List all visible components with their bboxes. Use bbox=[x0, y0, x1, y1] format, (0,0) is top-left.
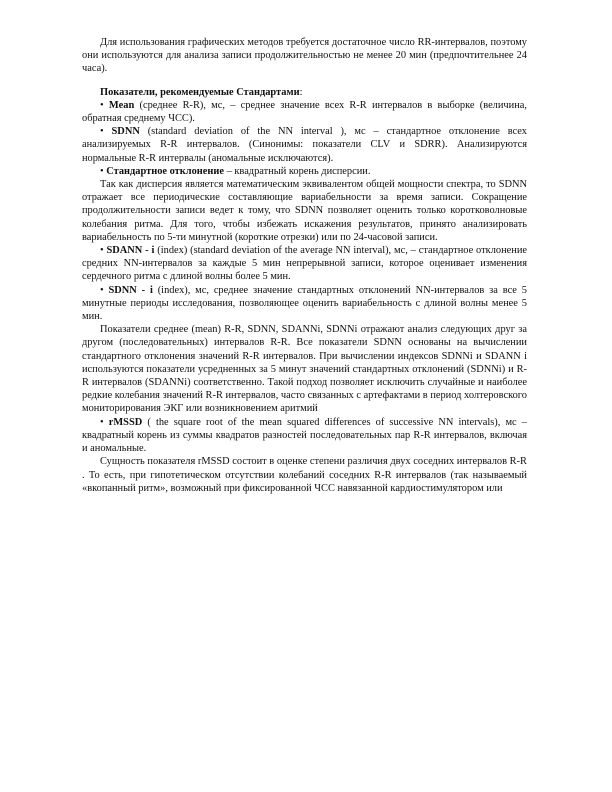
sdnn-description: (standard deviation of the NN interval ), мс – стандартное отклонение всех анализируемых R-R интервалов. (Синонимы: показатели CLV и SDRR). Анализируются нормальные R-R интервалы (аномальные исключаются). bbox=[82, 126, 527, 164]
dispersion-paragraph: Так как дисперсия является математическим эквивалентом общей мощности спектра, то SDNN отражает все периодические составляющие вариабельности за время записи. Сокращение продолжительности записи ведет к тому, что SDNN позволяет оценить только коротковолновые колебания ритма. Для того, чтобы избежать искажения результатов, принято анализировать вариабельность по 5-ти минутной (короткие отрезки) или по 24-часовой записи. bbox=[82, 179, 527, 243]
sdann-item bbox=[82, 244, 527, 284]
indices-paragraph: Показатели среднее (mean) R-R, SDNN, SDANNi, SDNNi отражают анализ следующих друг за другом (последовательных) интервалов R-R. Все показатели SDNN основаны на вычислении стандартного отклонения значений R-R интервалов. При вычислении индексов SDNNi и SDANN i используются показатели усредненных за 5 минут значений стандартных отклонений (SDNNi) и R-R интервалов (SDANNi) соответственно. Такой подход позволяет исключить случайные и наиболее редкие колебания значений R-R интервалов, часто связанных с артефактами в период холтеровского мониторирования ЭКГ или возникновением аритмий bbox=[82, 324, 527, 415]
bullet-mark: • bbox=[100, 126, 112, 138]
paragraph-gap bbox=[82, 76, 527, 86]
sdnni-item bbox=[82, 284, 527, 324]
document-page bbox=[82, 36, 527, 495]
sdnni-term: SDNN - i bbox=[108, 284, 153, 296]
intro-paragraph: Для использования графических методов требуется достаточное число RR-интервалов, поэтому они используются для анализа записи продолжительностью не менее 20 мин (предпочтительнее 24 часа). bbox=[82, 37, 527, 75]
std-deviation-item bbox=[82, 165, 527, 178]
standards-heading-colon: : bbox=[299, 86, 303, 98]
sdnn-item bbox=[82, 125, 527, 165]
standards-heading bbox=[82, 86, 527, 99]
standards-heading-text: Показатели, рекомендуемые Стандартами bbox=[100, 86, 300, 98]
bullet-mark: • bbox=[100, 165, 107, 177]
rmssd-description: ( the square root of the mean squared differences of successive NN intervals), мс – квадратный корень из суммы квадратов разностей последовательных пар R-R интервалов, включая и аномальные. bbox=[82, 416, 527, 455]
mean-item bbox=[82, 99, 527, 125]
bullet-mark: • bbox=[100, 99, 109, 111]
bullet-mark: • bbox=[100, 416, 109, 428]
std-deviation-term: Стандартное отклонение bbox=[106, 165, 224, 177]
rmssd-essence-paragraph: Сущность показателя rMSSD состоит в оценке степени различия двух соседних интервалов R-R . То есть, при гипотетическом отсутствии колебаний соседних R-R интервалов (так называемый «вкопанный ритм», возможный при фиксированной ЧСС навязанной кардиостимулятором или bbox=[82, 456, 527, 494]
bullet-mark: • bbox=[100, 284, 109, 296]
mean-term: Mean bbox=[108, 99, 135, 111]
sdnni-description: (index), мс, среднее значение стандартных отклонений NN-интервалов за все 5 минутные периоды исследования, позволяющее оценить вариабельность с длиной волны менее 5 мин. bbox=[82, 284, 527, 323]
sdnn-term: SDNN bbox=[111, 126, 140, 138]
rmssd-term: rMSSD bbox=[108, 416, 143, 428]
bullet-mark: • bbox=[100, 245, 107, 257]
rmssd-item bbox=[82, 416, 527, 456]
sdann-description: (index) (standard deviation of the average NN interval), мс, – стандартное отклонение средних NN-интервалов за каждые 5 мин непрерывной записи, которое оценивает изменения сердечного ритма с длиной волны более 5 мин. bbox=[82, 245, 527, 283]
std-deviation-description: – квадратный корень дисперсии. bbox=[223, 165, 371, 177]
mean-description: (среднее R-R), мс, – среднее значение всех R-R интервалов в выборке (величина, обратная среднему ЧСС). bbox=[82, 99, 527, 125]
sdann-term: SDANN - i bbox=[106, 245, 155, 257]
